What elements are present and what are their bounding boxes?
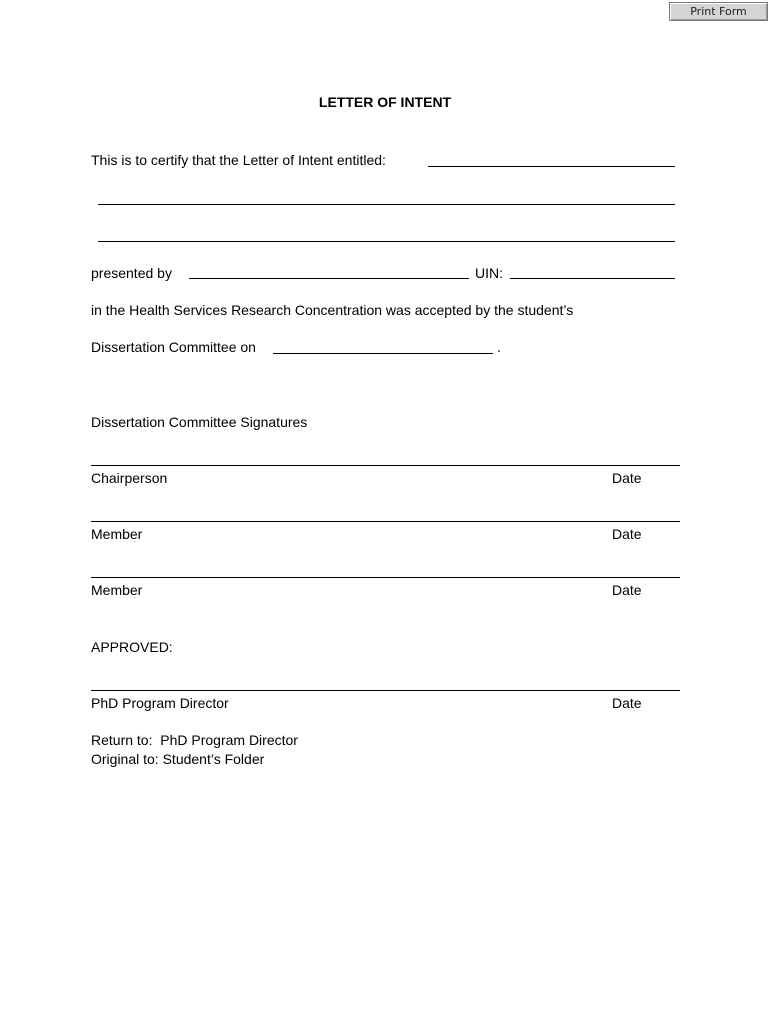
uin-field[interactable] [510,261,675,279]
title-field-2[interactable] [98,187,675,205]
print-form-button[interactable]: Print Form [669,2,768,21]
presented-by-field[interactable] [189,261,469,279]
presented-by-label: presented by [91,265,172,281]
original-to-text: Original to: Student’s Folder [91,751,265,767]
signatures-heading: Dissertation Committee Signatures [91,414,308,430]
certify-text: This is to certify that the Letter of Intent entitled: [91,152,386,168]
director-label: PhD Program Director [91,695,229,711]
uin-label: UIN: [475,265,503,281]
period: . [497,339,501,355]
director-signature-line [91,690,680,691]
committee-on-label: Dissertation Committee on [91,339,256,355]
member-2-date-label: Date [612,582,642,598]
member-1-date-label: Date [612,526,642,542]
chairperson-signature-line [91,465,680,466]
return-to-text: Return to: PhD Program Director [91,732,298,748]
approved-label: APPROVED: [91,639,173,655]
title-field-3[interactable] [98,224,675,242]
chairperson-label: Chairperson [91,470,168,486]
page-title: LETTER OF INTENT [318,94,452,110]
member-1-signature-line [91,521,680,522]
member-1-label: Member [91,526,143,542]
concentration-text: in the Health Services Research Concentration was accepted by the student’s [91,302,574,318]
member-2-label: Member [91,582,143,598]
director-date-label: Date [612,695,642,711]
committee-date-field[interactable] [273,336,493,354]
chairperson-date-label: Date [612,470,642,486]
member-2-signature-line [91,577,680,578]
title-field-1[interactable] [428,149,675,167]
